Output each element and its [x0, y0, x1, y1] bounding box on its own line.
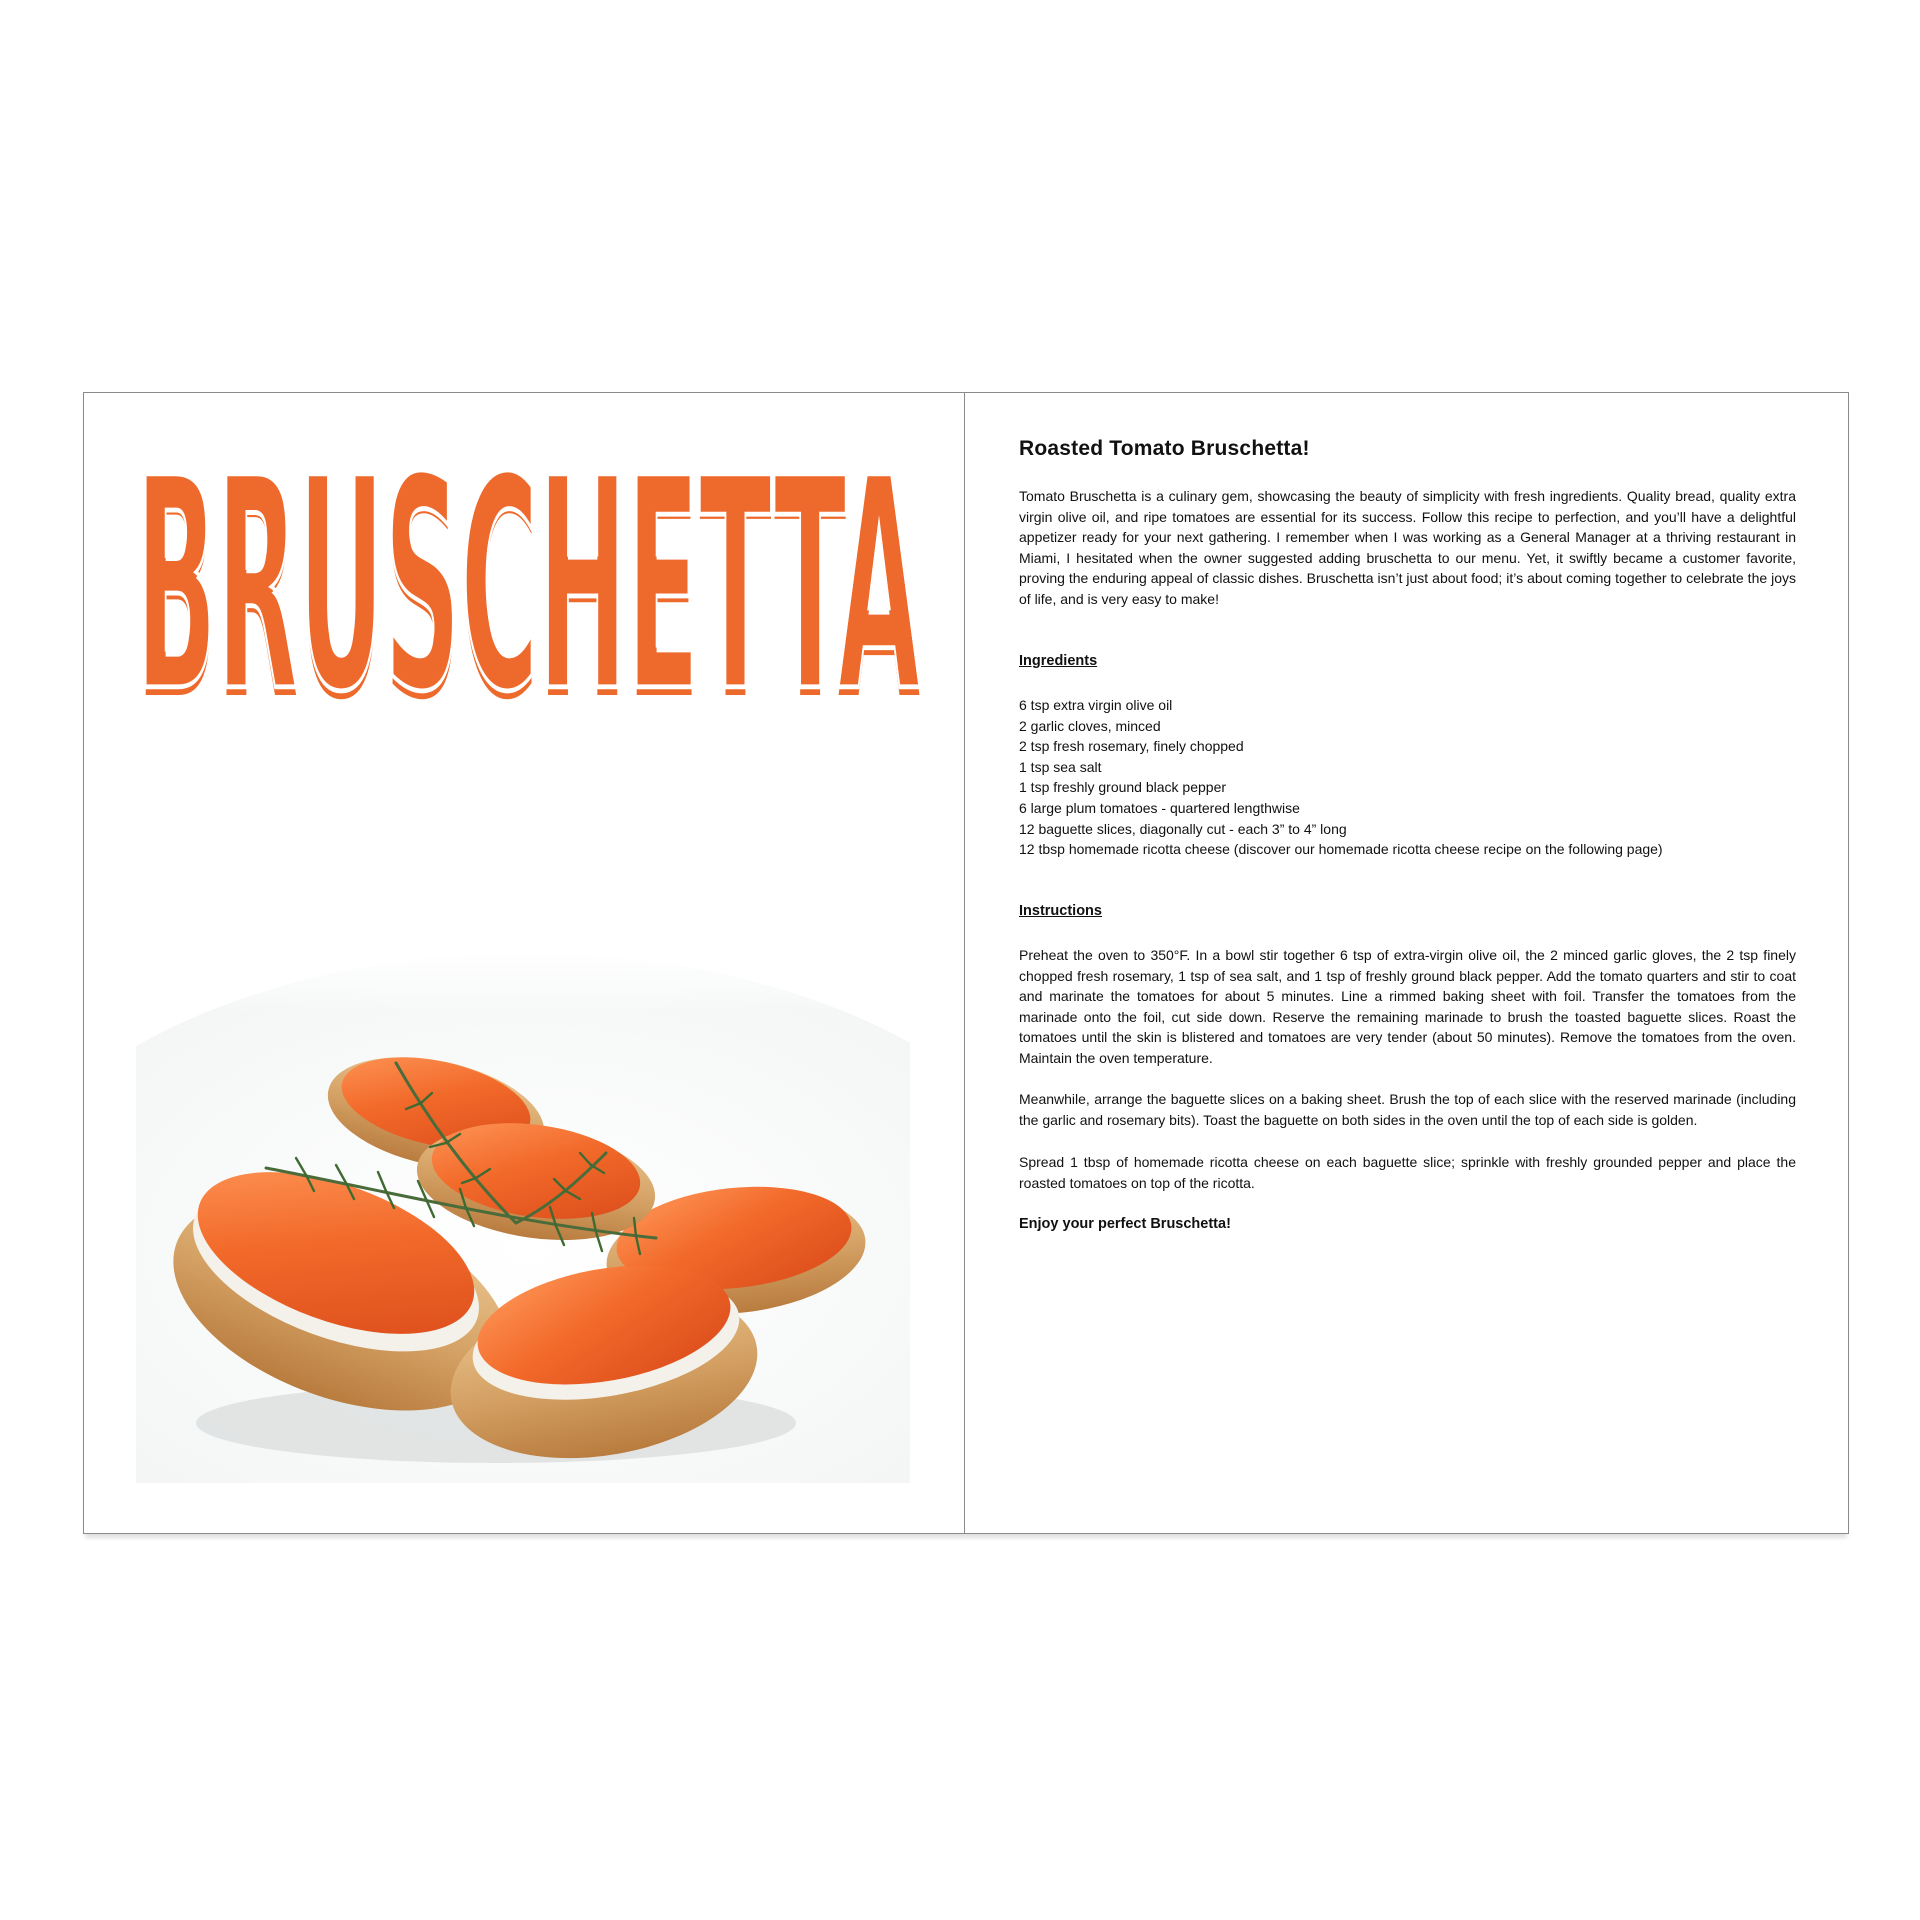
- ingredient-item: 2 tsp fresh rosemary, finely chopped: [1019, 738, 1244, 755]
- ingredients-list: [1019, 695, 1796, 860]
- ingredient-item: 1 tsp sea salt: [1019, 758, 1102, 775]
- ingredient-item: 1 tsp freshly ground black pepper: [1019, 779, 1227, 796]
- ingredients-heading: Ingredients: [1019, 653, 1098, 669]
- intro-paragraph: Tomato Bruschetta is a culinary gem, showcasing the beauty of simplicity with fresh ingredients. Quality bread, quality extra virgin olive oil, and ripe tomatoes are essential for its success. Follow this recipe to perfection, and you’ll have a delightful appetizer ready for your next gathering. I remember when I was working as a General Manager at a thriving restaurant in Miami, I hesitated when the owner suggested adding bruschetta to our menu. Yet, it swiftly became a customer favorite, proving the enduring appeal of classic dishes. Bruschetta isn’t just about food; it’s about coming together to celebrate the joys of life, and is very easy to make!: [1019, 488, 1796, 607]
- closing-line: Enjoy your perfect Bruschetta!: [1019, 1216, 1231, 1232]
- bruschetta-photo: [136, 953, 910, 1483]
- instruction-paragraph: Spread 1 tbsp of homemade ricotta cheese on each baguette slice; sprinkle with freshly grounded pepper and place the roasted tomatoes on top of the ricotta.: [1019, 1154, 1796, 1191]
- title-art-inline: BRUSCHETTA: [136, 433, 921, 733]
- ingredient-item: 2 garlic cloves, minced: [1019, 717, 1161, 734]
- book-spread: [83, 392, 1849, 1534]
- ingredient-item: 12 baguette slices, diagonally cut - each 3” to 4” long: [1019, 820, 1347, 837]
- ingredient-item: 6 tsp extra virgin olive oil: [1019, 697, 1173, 713]
- right-page: [965, 393, 1850, 1533]
- title-art-text: BRUSCHETTA: [136, 433, 921, 733]
- title-art-graphic: [128, 433, 928, 733]
- instructions-heading: Instructions: [1019, 903, 1102, 919]
- title-art: [128, 433, 928, 733]
- instruction-paragraph: Preheat the oven to 350°F. In a bowl stir together 6 tsp of extra-virgin olive oil, the 2 minced garlic gloves, the 2 tsp finely chopped fresh rosemary, 1 tsp of sea salt, and 1 tsp of freshly ground black pepper. Add the tomato quarters and stir to coat and marinate the tomatoes for about 5 minutes. Line a rimmed baking sheet with foil. Transfer the tomatoes from the marinade onto the foil, cut side down. Reserve the remaining marinade to brush the toasted baguette slices. Roast the tomatoes until the skin is blistered and tomatoes are very tender (about 50 minutes). Remove the tomatoes from the oven. Maintain the oven temperature.: [1019, 947, 1796, 1066]
- recipe-heading: Roasted Tomato Bruschetta!: [1019, 437, 1310, 460]
- left-page: [84, 393, 964, 1533]
- ingredient-item: 12 tbsp homemade ricotta cheese (discover our homemade ricotta cheese recipe on the following page): [1019, 841, 1663, 858]
- instruction-paragraph: Meanwhile, arrange the baguette slices on a baking sheet. Brush the top of each slice with the reserved marinade (including the garlic and rosemary bits). Toast the baguette on both sides in the oven until the top of each side is golden.: [1019, 1091, 1796, 1128]
- ingredient-item: 6 large plum tomatoes - quartered lengthwise: [1019, 799, 1300, 816]
